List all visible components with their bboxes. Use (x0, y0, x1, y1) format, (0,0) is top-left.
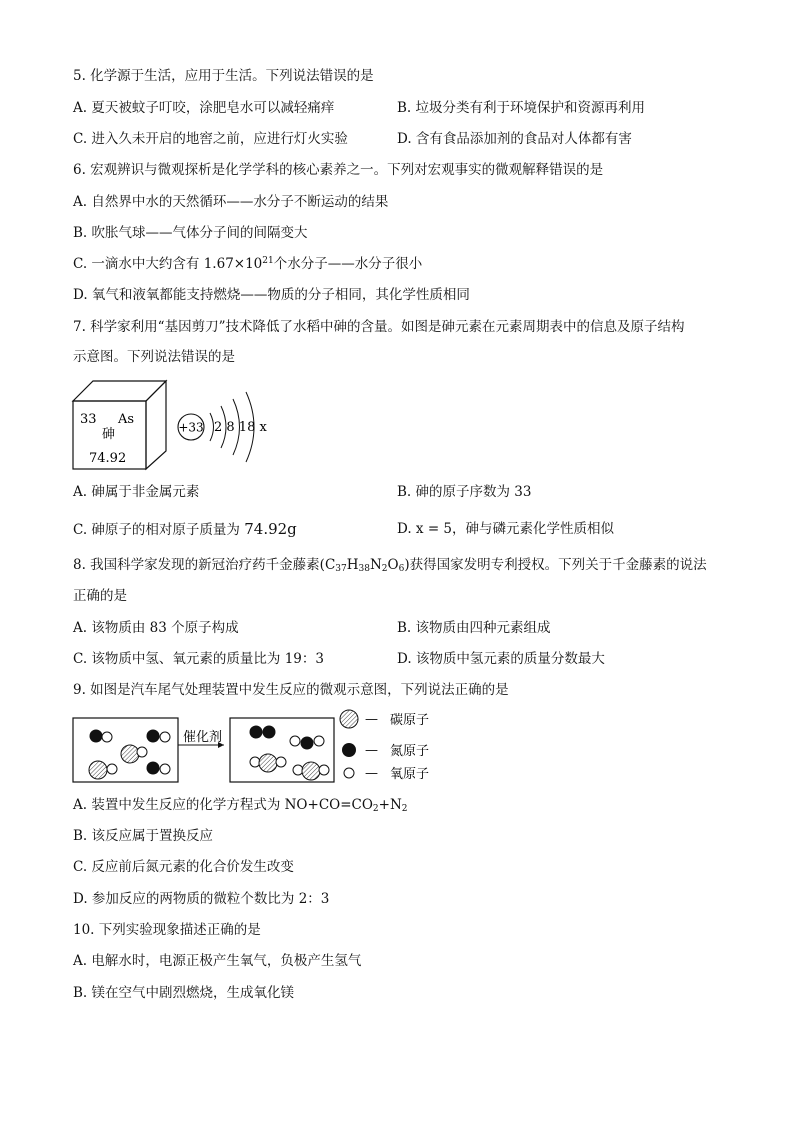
q5-option-a: A. 夏天被蚊子叮咬，涂肥皂水可以减轻痛痒 (73, 100, 335, 116)
q8-formula-h: H (346, 557, 359, 573)
q6-c-post: 个水分子——水分子很小 (273, 256, 423, 272)
atomic-mass: 74.92 (89, 451, 127, 466)
q8-option-a: A. 该物质由 83 个原子构成 (73, 620, 239, 636)
q8-stem-line1 (73, 556, 707, 574)
q8-formula-o-count: 6 (398, 564, 405, 574)
legend-nitrogen: 氮原子 (390, 744, 430, 759)
q10-option-b: B. 镁在空气中剧烈燃烧，生成氧化镁 (73, 985, 295, 1001)
q9-a-mid: +N (378, 797, 402, 813)
oxygen-atom-icon (344, 768, 354, 778)
q8-formula-c-count: 37 (335, 564, 347, 574)
reactant-molecules (89, 730, 170, 780)
legend-dash-nitrogen: — (365, 743, 378, 758)
q8-stem-line2: 正确的是 (73, 588, 127, 604)
element-cell (73, 381, 166, 469)
q6-c-pre: C. 一滴水中大约含有 1.67×10 (73, 256, 263, 272)
legend-carbon: 碳原子 (390, 713, 430, 728)
q5-option-b: B. 垃圾分类有利于环境保护和资源再利用 (397, 100, 646, 116)
q6-option-b: B. 吹胀气球——气体分子间的间隔变大 (73, 225, 308, 241)
q8-formula-o: O (387, 557, 399, 573)
q8-formula-n: N (369, 557, 382, 573)
q5-option-c: C. 进入久未开启的地窖之前，应进行灯火实验 (73, 131, 348, 147)
q7-c-value: 74.92g (244, 520, 297, 538)
q9-a-sub1: 2 (372, 804, 379, 814)
q7-stem-line1: 7. 科学家利用“基因剪刀”技术降低了水稻中砷的含量。如图是砷元素在元素周期表中的信息及原子结构 (73, 319, 685, 335)
q8-option-b: B. 该物质由四种元素组成 (397, 620, 551, 636)
q6-option-a: A. 自然界中水的天然循环——水分子不断运动的结果 (73, 194, 389, 210)
q7-option-d: D. x = 5，砷与磷元素化学性质相似 (397, 521, 615, 537)
q6-stem: 6. 宏观辨识与微观探析是化学学科的核心素养之一。下列对宏观事实的微观解释错误的是 (73, 162, 604, 178)
q8-formula-n-count: 2 (381, 564, 388, 574)
q7-option-b: B. 砷的原子序数为 33 (397, 484, 532, 500)
q9-stem: 9. 如图是汽车尾气处理装置中发生反应的微观示意图，下列说法正确的是 (73, 682, 509, 698)
nitrogen-atom-icon (342, 743, 356, 757)
q8-stem-pre: 8. 我国科学家发现的新冠治疗药千金藤素(C (73, 557, 336, 573)
carbon-atom-icon (340, 710, 358, 728)
q5-stem: 5. 化学源于生活，应用于生活。下列说法错误的是 (73, 68, 374, 84)
q9-a-pre: A. 装置中发生反应的化学方程式为 NO+CO=CO (73, 797, 373, 813)
atom-legend (340, 710, 429, 782)
nucleus-charge: +33 (178, 420, 204, 435)
q8-formula-h-count: 38 (358, 564, 370, 574)
q9-option-d: D. 参加反应的两物质的微粒个数比为 2：3 (73, 891, 330, 907)
q9-option-c: C. 反应前后氮元素的化合价发生改变 (73, 859, 294, 875)
q9-option-b: B. 该反应属于置换反应 (73, 828, 214, 844)
q8-option-c: C. 该物质中氢、氧元素的质量比为 19：3 (73, 651, 324, 667)
legend-dash-oxygen: — (365, 766, 378, 781)
q7-option-a: A. 砷属于非金属元素 (73, 484, 200, 500)
product-molecules (250, 726, 330, 781)
q6-option-c (73, 255, 422, 273)
element-name: 砷 (102, 427, 116, 442)
q6-option-d: D. 氧气和液氧都能支持燃烧——物质的分子相同，其化学性质相同 (73, 287, 470, 303)
atom-structure (178, 392, 267, 462)
legend-oxygen: 氧原子 (390, 767, 430, 782)
q8-stem-post: )获得国家发明专利授权。下列关于千金藤素的说法 (404, 557, 707, 573)
legend-dash-carbon: — (365, 712, 378, 727)
q6-c-exponent: 21 (262, 256, 274, 266)
q10-stem: 10. 下列实验现象描述正确的是 (73, 922, 261, 938)
q9-a-sub2: 2 (401, 804, 408, 814)
q7-c-pre: C. 砷原子的相对原子质量为 (73, 522, 245, 538)
reaction-diagram (70, 705, 450, 787)
q5-option-d: D. 含有食品添加剂的食品对人体都有害 (397, 131, 632, 147)
electron-shells: 2 8 18 x (214, 420, 267, 435)
element-symbol: As (118, 412, 135, 427)
catalyst-label: 催化剂 (183, 730, 223, 745)
q9-option-a (73, 796, 408, 814)
atomic-number: 33 (80, 412, 97, 427)
q8-option-d: D. 该物质中氢元素的质量分数最大 (397, 651, 605, 667)
q7-option-c (73, 520, 297, 539)
q7-stem-line2: 示意图。下列说法错误的是 (73, 349, 235, 365)
arsenic-figure (70, 376, 280, 476)
q10-option-a: A. 电解水时，电源正极产生氧气，负极产生氢气 (73, 953, 362, 969)
